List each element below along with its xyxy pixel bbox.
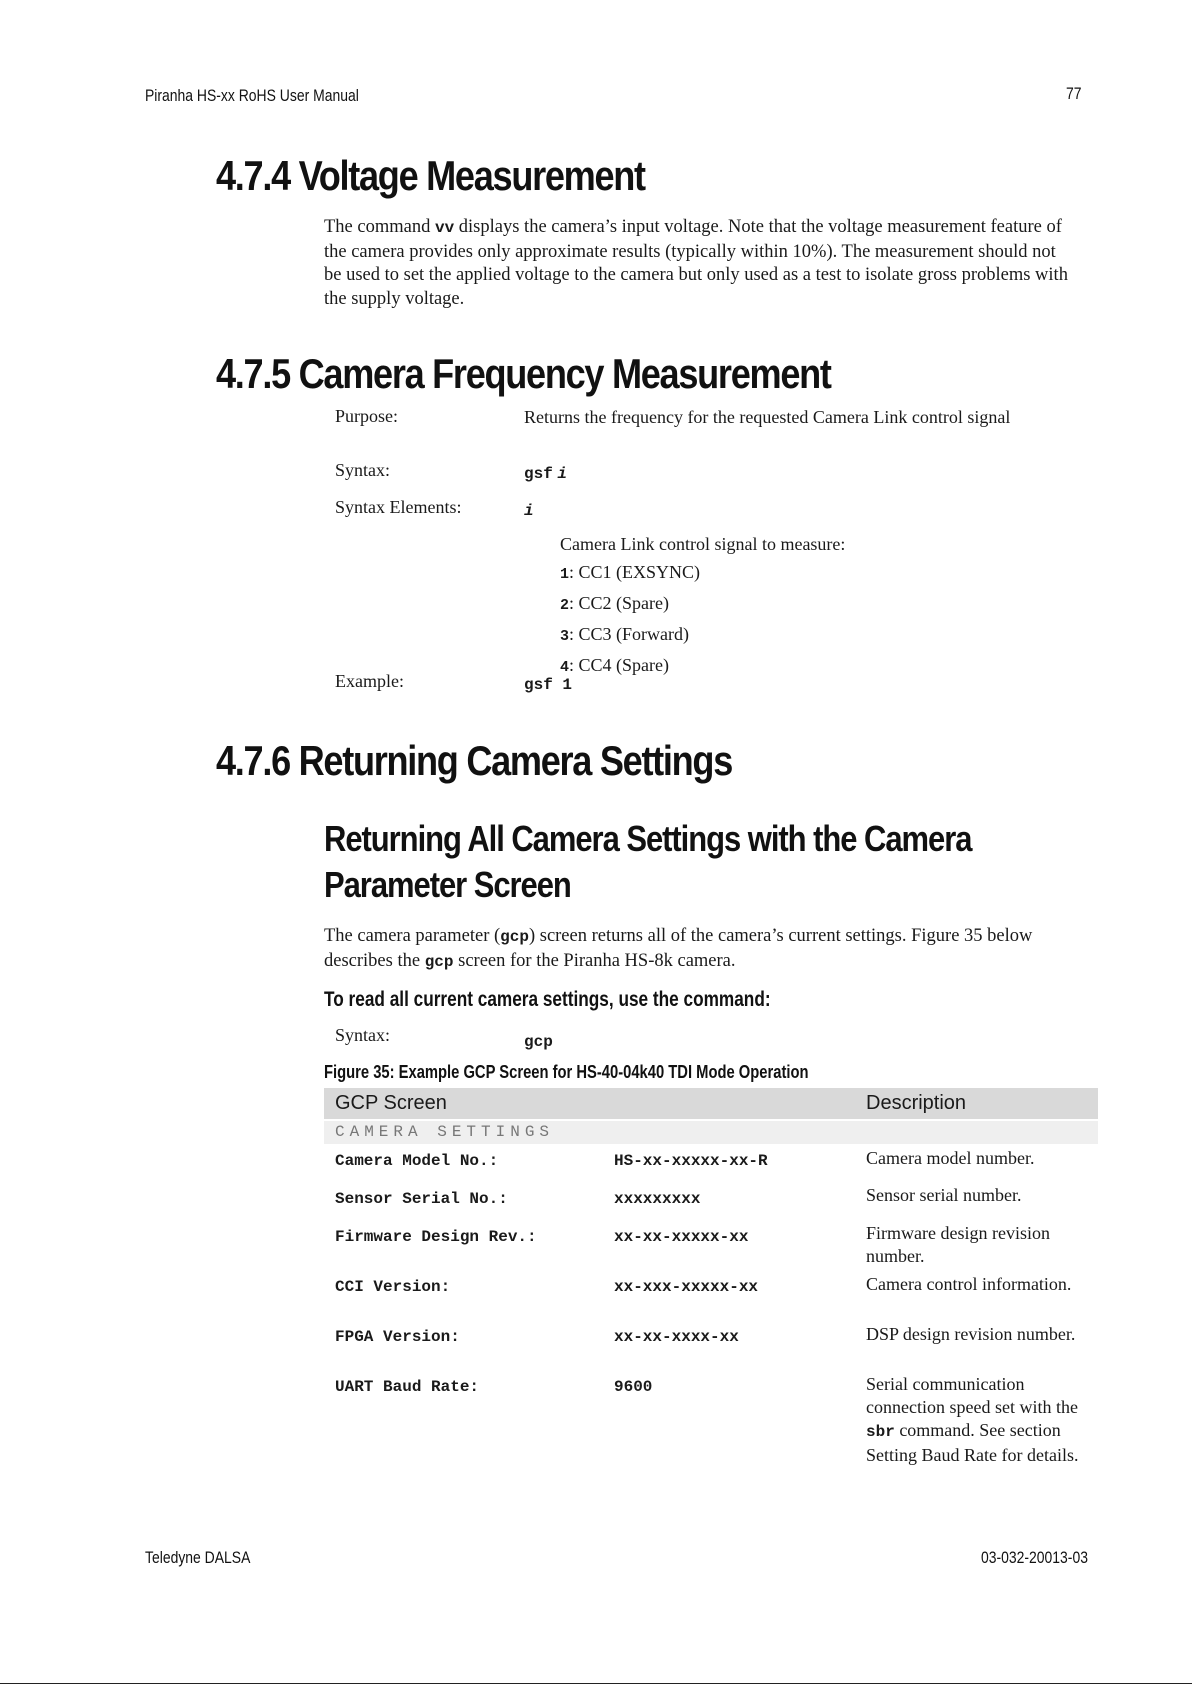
gcp-syntax-command: gcp — [524, 1033, 553, 1051]
option-item — [560, 651, 845, 682]
option-text: : CC2 (Spare) — [569, 593, 669, 613]
row-key: UART Baud Rate: — [335, 1378, 480, 1396]
camera-settings-band — [324, 1121, 1098, 1144]
option-text: : CC1 (EXSYNC) — [569, 562, 701, 582]
row-value: xx-xxx-xxxxx-xx — [614, 1278, 759, 1296]
row-value: xx-xx-xxxx-xx — [614, 1328, 739, 1346]
row-key: Camera Model No.: — [335, 1152, 499, 1170]
gcp-text-1: The camera parameter ( — [324, 926, 501, 946]
section-title-voltage: 4.7.4 Voltage Measurement — [216, 152, 645, 199]
cmd-gcp: gcp — [424, 952, 454, 971]
figure-caption: Figure 35: Example GCP Screen for HS-40-04k40 TDI Mode Operation — [324, 1062, 809, 1082]
voltage-text-end: displays the camera’s input voltage. Note that the voltage measurement feature of the camera provides only approximate results (typically within 10%). The measurement should not be used to set the applied voltage to the camera but only used as a test to isolate gross problems with the supply voltage. — [324, 217, 1068, 309]
subsection-title-line1: Returning All Camera Settings with the Camera — [324, 818, 972, 859]
syntax-elements-param — [524, 499, 534, 520]
option-number: 4 — [560, 659, 570, 676]
instruction-text: To read all current camera settings, use the command: — [324, 988, 771, 1011]
row-key: Firmware Design Rev.: — [335, 1228, 537, 1246]
syntax-label: Syntax: — [335, 460, 391, 480]
row-description: Sensor serial number. — [866, 1185, 1022, 1205]
syntax-elements-label: Syntax Elements: — [335, 497, 462, 517]
cmd-gcp: gcp — [500, 928, 529, 946]
camera-settings-label: CAMERA SETTINGS — [335, 1123, 555, 1141]
page-number: 77 — [1066, 84, 1082, 103]
cmd-sbr: sbr — [866, 1423, 895, 1441]
purpose-value: Returns the frequency for the requested Camera Link control signal — [524, 407, 1011, 427]
row-value: xxxxxxxxx — [614, 1190, 701, 1208]
syntax-command: gsf — [524, 465, 553, 483]
subsection-title-line2: Parameter Screen — [324, 864, 571, 905]
footer-company: Teledyne DALSA — [145, 1548, 251, 1567]
row-description: Camera model number. — [866, 1148, 1035, 1168]
page-bottom-rule — [0, 1683, 1192, 1684]
options-list — [560, 530, 845, 682]
gcp-paragraph — [324, 925, 1072, 974]
voltage-paragraph — [324, 216, 1072, 311]
gcp-text-3: screen for the Piranha HS-8k camera. — [453, 950, 736, 971]
param-i: i — [524, 502, 534, 520]
row-key: Sensor Serial No.: — [335, 1190, 508, 1208]
row-value: HS-xx-xxxxx-xx-R — [614, 1152, 768, 1170]
purpose-label: Purpose: — [335, 406, 398, 426]
option-item — [560, 558, 845, 589]
section-title-frequency: 4.7.5 Camera Frequency Measurement — [216, 350, 831, 397]
row-description: DSP design revision number. — [866, 1324, 1076, 1344]
row-key: FPGA Version: — [335, 1328, 460, 1346]
row-value: xx-xx-xxxxx-xx — [614, 1228, 749, 1246]
options-intro: Camera Link control signal to measure: — [560, 534, 846, 554]
gcp-screen-header: GCP Screen — [324, 1088, 863, 1119]
row-value: 9600 — [614, 1378, 653, 1396]
running-header-title: Piranha HS-xx RoHS User Manual — [145, 86, 359, 105]
option-item — [560, 589, 845, 620]
example-value — [524, 673, 572, 694]
option-number: 1 — [560, 566, 570, 583]
example-label: Example: — [335, 671, 404, 691]
row-key: CCI Version: — [335, 1278, 451, 1296]
row-description: Camera control information. — [866, 1274, 1072, 1294]
desc-text: command. See section Setting Baud Rate for details. — [866, 1420, 1079, 1465]
option-number: 2 — [560, 597, 570, 614]
syntax-param: i — [557, 465, 567, 483]
option-item — [560, 620, 845, 651]
cmd-vv: vv — [434, 219, 455, 237]
footer-doc-number: 03-032-20013-03 — [981, 1548, 1088, 1567]
section-title-returning-settings: 4.7.6 Returning Camera Settings — [216, 737, 733, 784]
gcp-text-2: ) screen returns all of the camera’s current settings. Figure 35 below describes the — [324, 926, 1033, 971]
option-number: 3 — [560, 628, 570, 645]
subsection-title — [324, 816, 971, 908]
row-description: Firmware design revision number. — [866, 1223, 1050, 1266]
example-command: gsf 1 — [524, 676, 573, 694]
voltage-text-start: The command — [324, 217, 435, 237]
option-text: : CC3 (Forward) — [569, 624, 690, 644]
syntax-value — [524, 462, 567, 483]
desc-text: Serial communication connection speed set with the — [866, 1374, 1078, 1417]
gcp-syntax-value — [524, 1030, 553, 1051]
gcp-syntax-label: Syntax: — [335, 1025, 391, 1045]
row-description — [866, 1373, 1086, 1467]
description-header: Description — [857, 1088, 1098, 1119]
option-text: : CC4 (Spare) — [569, 655, 669, 675]
